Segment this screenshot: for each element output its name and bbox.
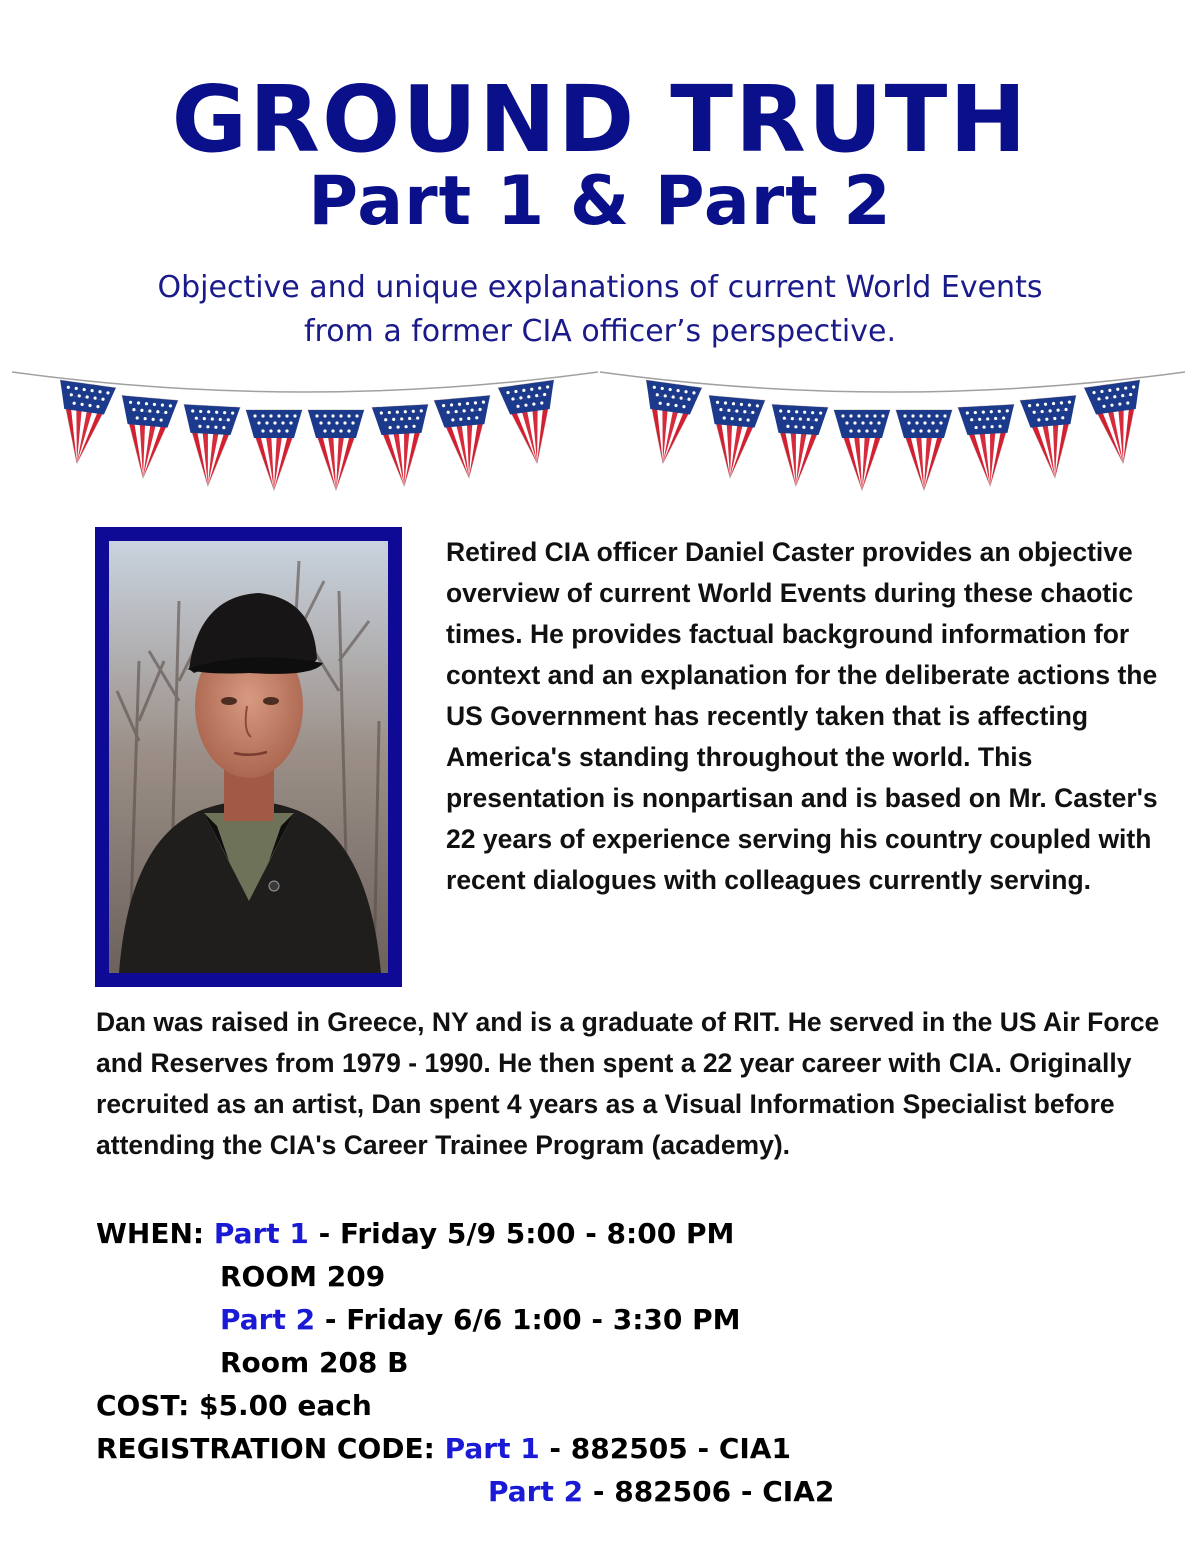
registration-line-1 — [96, 1429, 791, 1469]
bio-paragraph-1: Retired CIA officer Daniel Caster provides an objective overview of current World Events during these chaotic times. He provides factual background information for context and an explanation for the deliberate actions the US Government has recently taken that is affecting America's standing throughout the world. This presentation is nonpartisan and is based on Mr. Caster's 22 years of experience serving his country coupled with recent dialogues with colleagues currently serving. — [446, 537, 1158, 895]
tagline-line-2: from a former CIA officer’s perspective. — [303, 314, 897, 349]
registration-label: REGISTRATION CODE: — [96, 1432, 435, 1465]
tagline — [0, 266, 1200, 354]
speaker-photo-frame — [95, 527, 402, 987]
tagline-line-1: Objective and unique explanations of current World Events — [157, 270, 1043, 305]
bio-paragraph-2: Dan was raised in Greece, NY and is a graduate of RIT. He served in the US Air Force and Reserves from 1979 - 1990. He then spent a 22 year career with CIA. Originally recruited as an artist, Dan spent 4 years as a Visual Information Specialist before attending the CIA's Career Trainee Program (academy). — [96, 1007, 1160, 1160]
part2-label: Part 2 — [220, 1303, 316, 1336]
when-line-part1 — [96, 1214, 734, 1254]
reg1-label: Part 1 — [444, 1432, 540, 1465]
when-line-part2 — [220, 1300, 741, 1340]
reg1-code: - 882505 - CIA1 — [539, 1432, 791, 1465]
part1-room: ROOM 209 — [220, 1260, 386, 1293]
when-label: WHEN: — [96, 1217, 205, 1250]
part2-time: - Friday 6/6 1:00 - 3:30 PM — [315, 1303, 741, 1336]
reg2-code: - 882506 - CIA2 — [583, 1475, 835, 1508]
part1-time: - Friday 5/9 5:00 - 8:00 PM — [308, 1217, 735, 1250]
bunting-banner — [0, 362, 1200, 502]
page-title: GROUND TRUTH — [171, 66, 1029, 173]
speaker-photo — [109, 541, 388, 973]
page-subtitle: Part 1 & Part 2 — [308, 162, 892, 241]
registration-line-2 — [488, 1472, 834, 1512]
cost-line: COST: $5.00 each — [96, 1389, 372, 1422]
reg2-label: Part 2 — [488, 1475, 584, 1508]
part2-room: Room 208 B — [220, 1346, 409, 1379]
part1-label: Part 1 — [213, 1217, 309, 1250]
